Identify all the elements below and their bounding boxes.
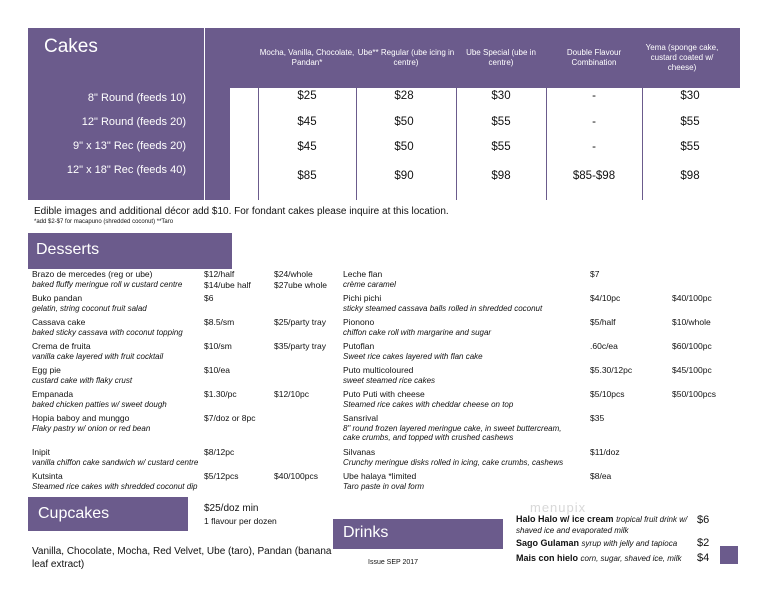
grid-line bbox=[546, 28, 547, 200]
drink-desc: tropical fruit drink w/ shaved ice and evaporated milk bbox=[516, 515, 688, 535]
drink-name: Halo Halo w/ ice cream bbox=[516, 514, 614, 524]
dessert-price: $10/whole bbox=[672, 317, 711, 327]
column-header: Mocha, Vanilla, Chocolate, Pandan* bbox=[259, 48, 355, 67]
drink-item bbox=[516, 514, 691, 536]
dessert-name: Buko pandan bbox=[32, 293, 83, 303]
dessert-desc: crème caramel bbox=[343, 280, 396, 289]
dessert-price: $25/party tray bbox=[274, 317, 326, 327]
drinks-title: Drinks bbox=[343, 524, 389, 541]
dessert-price: $5.30/12pc bbox=[590, 365, 633, 375]
column-header: Yema (sponge cake, custard coated w/ cheese) bbox=[645, 43, 719, 72]
drink-desc: syrup with jelly and tapioca bbox=[581, 539, 678, 548]
price-cell: $98 bbox=[680, 170, 700, 182]
dessert-name: Pionono bbox=[343, 317, 375, 327]
price-cell: $28 bbox=[394, 90, 414, 102]
cakes-subnote: *add $2-$7 for macapuno (shredded coconut) **Taro bbox=[34, 219, 174, 225]
desserts-title: Desserts bbox=[36, 241, 100, 258]
dessert-desc: baked chicken patties w/ sweet dough bbox=[32, 400, 167, 409]
column-header: Ube Special (ube in centre) bbox=[466, 48, 536, 67]
cakes-note: Edible images and additional décor add $10. For fondant cakes please inquire at this location. bbox=[34, 206, 449, 217]
cupcakes-title: Cupcakes bbox=[38, 505, 110, 522]
dessert-price: $8/12pc bbox=[204, 447, 235, 457]
drink-desc: corn, sugar, shaved ice, milk bbox=[580, 554, 682, 563]
dessert-name: Empanada bbox=[32, 389, 74, 399]
dessert-desc: Steamed rice cakes with shredded coconut dip bbox=[32, 482, 198, 491]
dessert-desc: baked sticky cassava with coconut topping bbox=[32, 328, 183, 337]
price-cell: $50 bbox=[394, 116, 414, 128]
drink-name: Sago Gulaman bbox=[516, 538, 580, 548]
dessert-desc: sticky steamed cassava balls rolled in shredded coconut bbox=[343, 304, 543, 313]
cakes-divider-column bbox=[204, 28, 230, 200]
price-cell: $85-$98 bbox=[572, 170, 616, 182]
dessert-desc: custard cake with flaky crust bbox=[32, 376, 133, 385]
dessert-price: $7/doz or 8pc bbox=[204, 413, 256, 423]
grid-line bbox=[642, 28, 643, 200]
price-cell: - bbox=[592, 116, 596, 128]
dessert-desc: Steamed rice cakes with cheddar cheese on top bbox=[343, 400, 514, 409]
size-label: 9" x 13" Rec (feeds 20) bbox=[73, 140, 186, 152]
grid-line bbox=[456, 28, 457, 200]
column-header: Ube** Regular (ube icing in centre) bbox=[357, 48, 455, 67]
dessert-name: Cassava cake bbox=[32, 317, 86, 327]
dessert-name: Kutsinta bbox=[32, 471, 63, 481]
cupcake-note: 1 flavour per dozen bbox=[204, 516, 277, 526]
price-cell: $45 bbox=[297, 141, 317, 153]
price-cell: $45 bbox=[297, 116, 317, 128]
dessert-price: $8/ea bbox=[590, 471, 612, 481]
dessert-price: $45/100pc bbox=[672, 365, 712, 375]
price-cell: $55 bbox=[680, 116, 700, 128]
cupcakes-header bbox=[28, 497, 188, 531]
dessert-name: Sansrival bbox=[343, 413, 378, 423]
grid-line bbox=[356, 28, 357, 200]
dessert-price: $12/10pc bbox=[274, 389, 309, 399]
dessert-name: Ube halaya *limited bbox=[343, 471, 417, 481]
dessert-price: $24/whole bbox=[274, 269, 313, 279]
size-label: 12" x 18" Rec (feeds 40) bbox=[66, 164, 186, 176]
dessert-price: $11/doz bbox=[590, 447, 620, 457]
dessert-name: Puto multicoloured bbox=[343, 365, 414, 375]
dessert-price: $40/100pc bbox=[672, 293, 712, 303]
dessert-price: $50/100pcs bbox=[672, 389, 716, 399]
drink-item bbox=[516, 553, 681, 563]
dessert-price: $10/ea bbox=[204, 365, 230, 375]
dessert-price: $5/half bbox=[590, 317, 616, 327]
dessert-name: Puto Puti with cheese bbox=[343, 389, 425, 399]
drink-price: $4 bbox=[697, 552, 710, 564]
dessert-price: $12/half bbox=[204, 269, 235, 279]
dessert-desc: gelatin, string coconut fruit salad bbox=[32, 304, 147, 313]
price-cell: $55 bbox=[680, 141, 700, 153]
dessert-price: $35 bbox=[590, 413, 605, 423]
dessert-name: Brazo de mercedes (reg or ube) bbox=[32, 269, 153, 279]
price-cell: - bbox=[592, 90, 596, 102]
dessert-price: $1.30/pc bbox=[204, 389, 237, 399]
dessert-name: Silvanas bbox=[343, 447, 376, 457]
drink-price: $6 bbox=[697, 514, 710, 526]
price-cell: $85 bbox=[297, 170, 317, 182]
dessert-price: $5/12pcs bbox=[204, 471, 239, 481]
dessert-desc: 8" round frozen layered meringue cake, in sweet buttercream, cake crumbs, and topped with crushed cashews bbox=[343, 424, 562, 442]
corner-square bbox=[720, 546, 738, 564]
drinks-header bbox=[333, 519, 503, 549]
watermark: menupix bbox=[530, 500, 587, 515]
dessert-desc: Flaky pastry w/ onion or red bean bbox=[32, 424, 151, 433]
price-cell: $30 bbox=[680, 90, 700, 102]
price-cell: $25 bbox=[297, 90, 317, 102]
dessert-name: Egg pie bbox=[32, 365, 61, 375]
dessert-price: $7 bbox=[590, 269, 600, 279]
dessert-price: $27ube whole bbox=[274, 280, 327, 290]
dessert-desc: baked fluffy meringue roll w custard centre bbox=[32, 280, 183, 289]
dessert-price: $8.5/sm bbox=[204, 317, 235, 327]
drink-price: $2 bbox=[697, 537, 710, 549]
size-label: 12" Round (feeds 20) bbox=[81, 116, 186, 128]
dessert-name: Leche flan bbox=[343, 269, 383, 279]
dessert-desc: Taro paste in oval form bbox=[343, 482, 425, 491]
drink-item bbox=[516, 538, 677, 548]
size-label: 8" Round (feeds 10) bbox=[87, 92, 186, 104]
price-cell: $90 bbox=[394, 170, 414, 182]
dessert-price: $14/ube half bbox=[204, 280, 251, 290]
price-cell: $50 bbox=[394, 141, 414, 153]
drink-name: Mais con hielo bbox=[516, 553, 579, 563]
dessert-name: Inipit bbox=[32, 447, 50, 457]
dessert-price: .60c/ea bbox=[590, 341, 618, 351]
desserts-header bbox=[28, 233, 232, 269]
dessert-price: $4/10pc bbox=[590, 293, 621, 303]
dessert-desc: Crunchy meringue disks rolled in icing, cake crumbs, cashews bbox=[343, 458, 564, 467]
dessert-price: $40/100pcs bbox=[274, 471, 318, 481]
price-cell: $55 bbox=[491, 116, 511, 128]
price-cell: $98 bbox=[491, 170, 511, 182]
dessert-desc: chiffon cake roll with margarine and sugar bbox=[343, 328, 492, 337]
column-header: Double Flavour Combination bbox=[566, 48, 622, 67]
dessert-desc: vanilla cake layered with fruit cocktail bbox=[32, 352, 164, 361]
cakes-size-panel bbox=[28, 28, 204, 200]
dessert-price: $35/party tray bbox=[274, 341, 326, 351]
price-cell: $30 bbox=[491, 90, 511, 102]
dessert-price: $60/100pc bbox=[672, 341, 712, 351]
dessert-desc: vanilla chiffon cake sandwich w/ custard centre bbox=[32, 458, 199, 467]
dessert-desc: Sweet rice cakes layered with flan cake bbox=[343, 352, 483, 361]
price-cell: - bbox=[592, 141, 596, 153]
dessert-desc: sweet steamed rice cakes bbox=[343, 376, 436, 385]
dessert-price: $6 bbox=[204, 293, 214, 303]
issue-note: Issue SEP 2017 bbox=[368, 559, 419, 566]
dessert-price: $5/10pcs bbox=[590, 389, 625, 399]
dessert-name: Crema de fruita bbox=[32, 341, 91, 351]
dessert-name: Pichi pichi bbox=[343, 293, 382, 303]
price-cell: $55 bbox=[491, 141, 511, 153]
dessert-price: $10/sm bbox=[204, 341, 232, 351]
cupcake-flavours: Vanilla, Chocolate, Mocha, Red Velvet, Ube (taro), Pandan (banana leaf extract) bbox=[32, 546, 332, 570]
cupcake-price: $25/doz min bbox=[204, 503, 259, 514]
dessert-name: Hopia baboy and munggo bbox=[32, 413, 130, 423]
header-end-cap bbox=[722, 28, 740, 88]
cakes-title: Cakes bbox=[44, 36, 98, 57]
grid-line bbox=[258, 28, 259, 200]
dessert-name: Putoflan bbox=[343, 341, 375, 351]
